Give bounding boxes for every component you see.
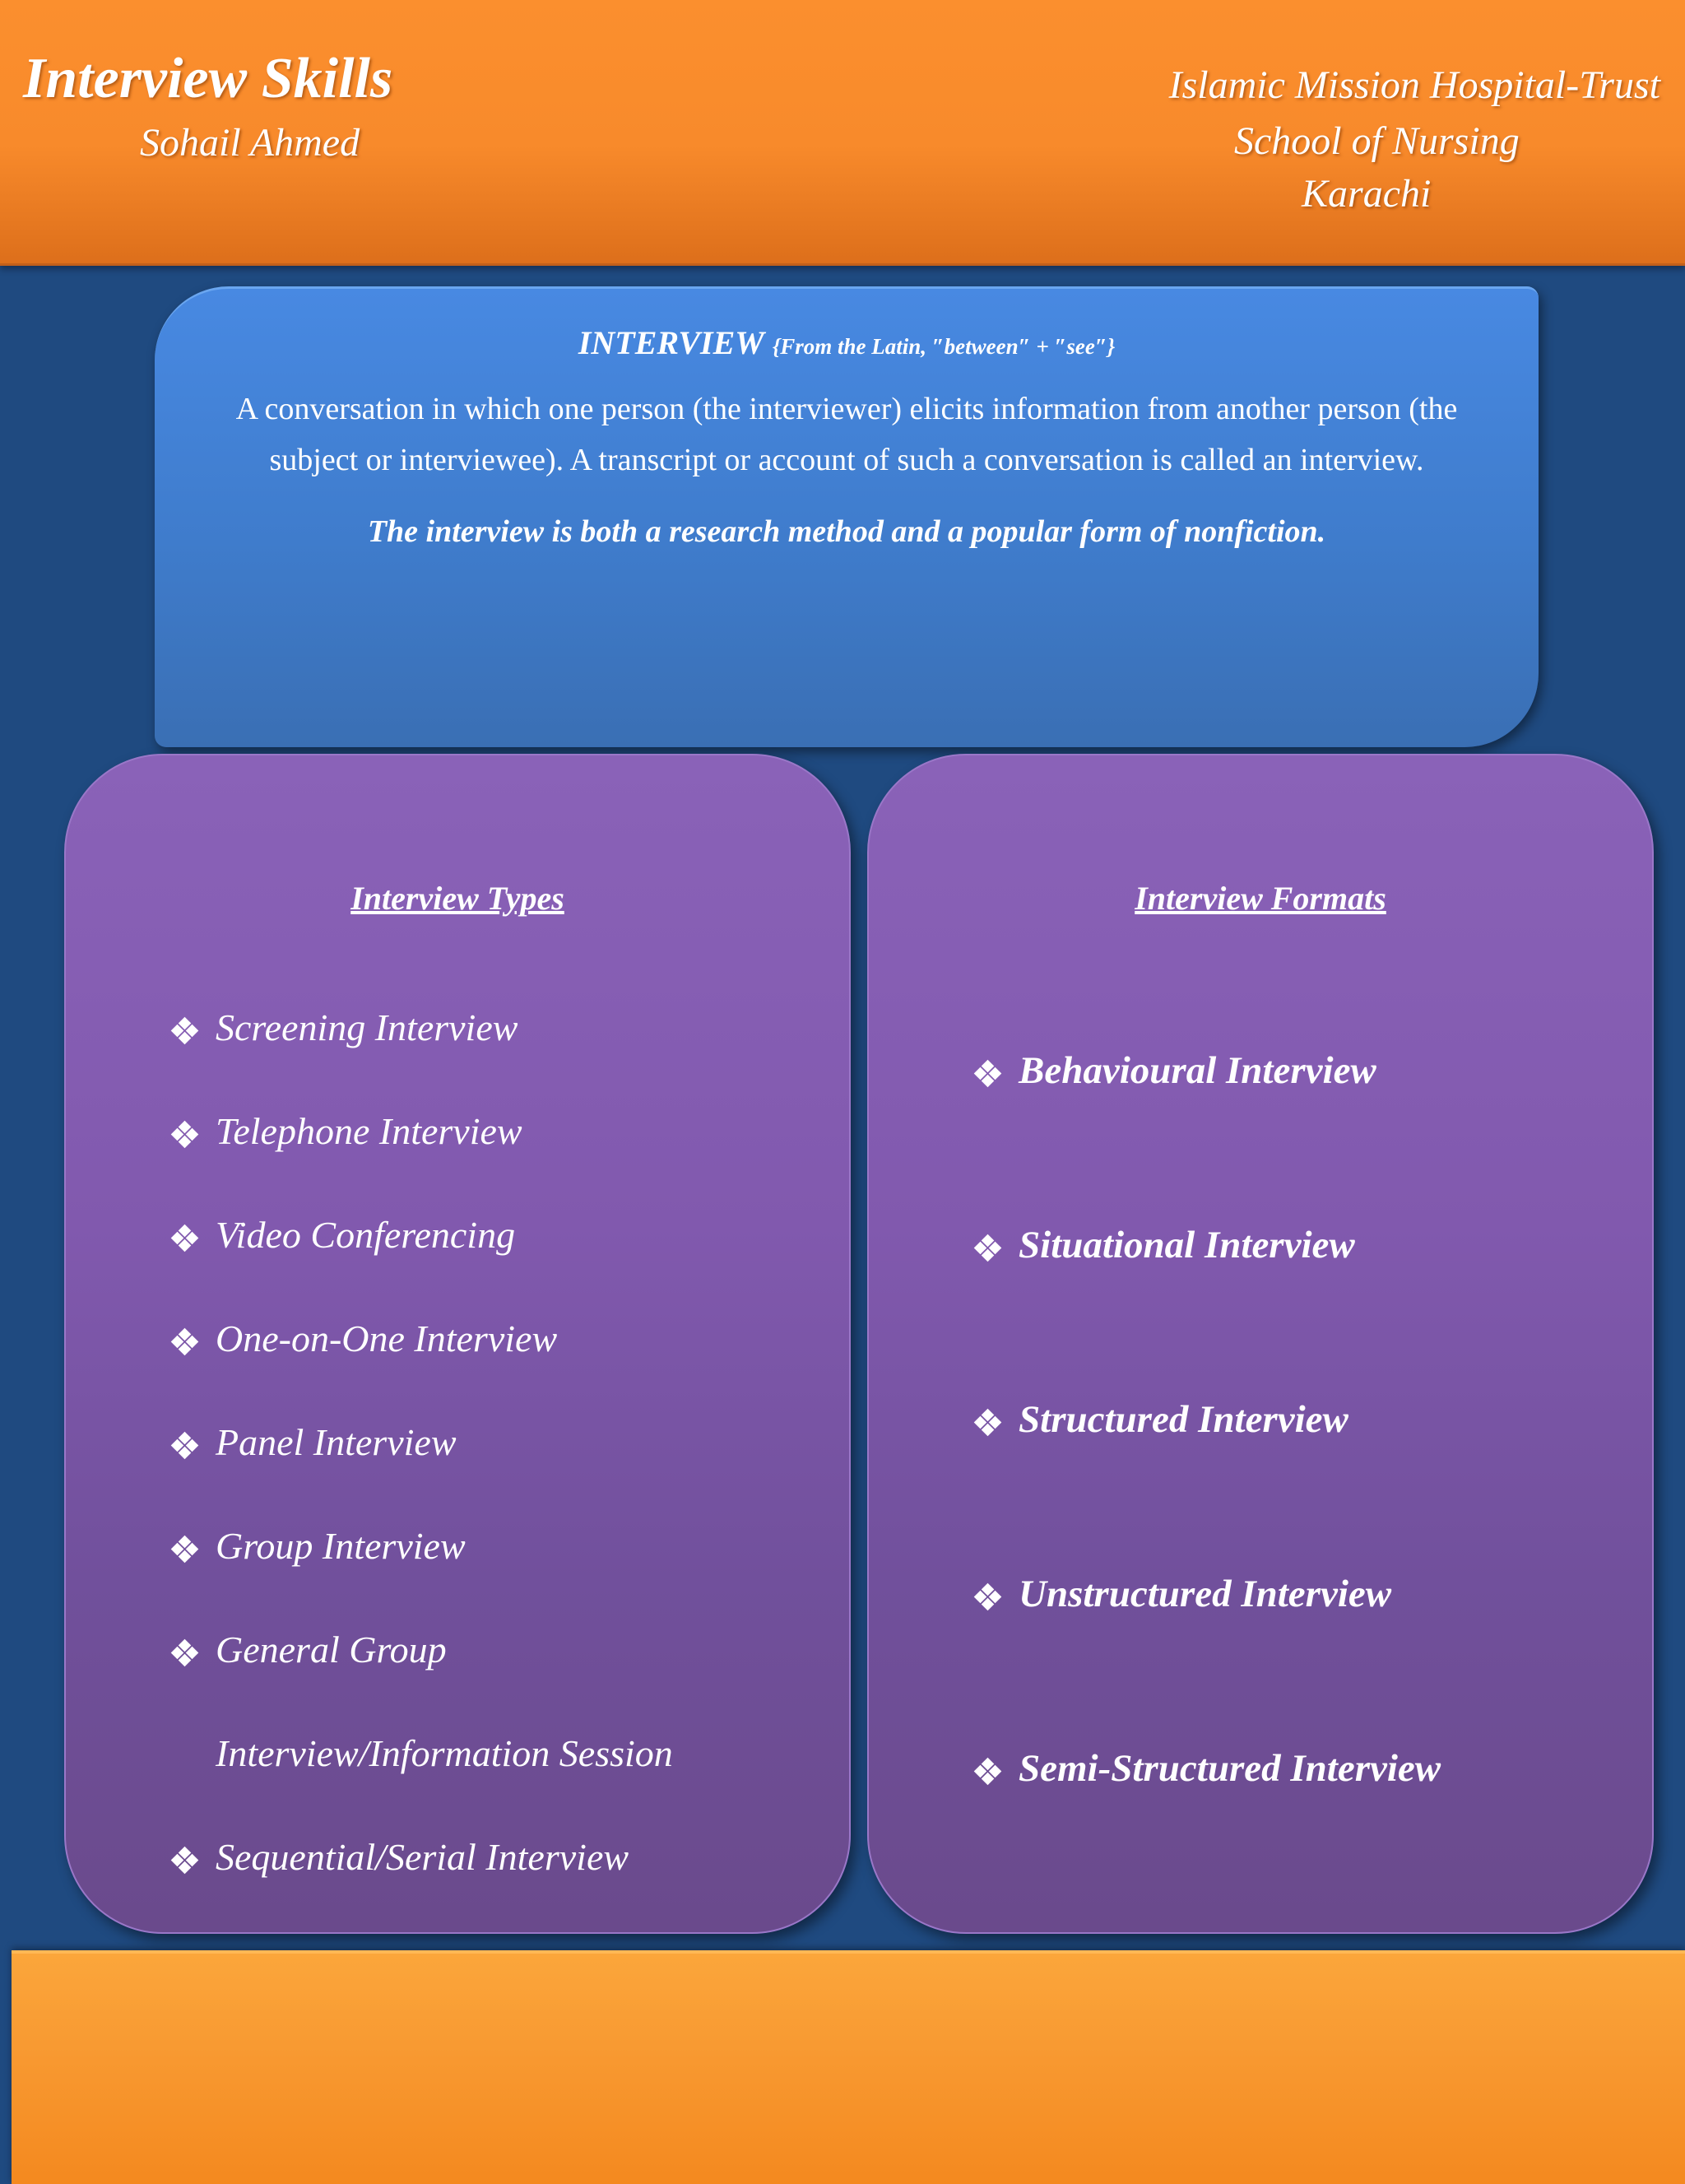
- diamond-bullet-icon: [173, 1122, 197, 1147]
- diamond-bullet-icon: [173, 1537, 197, 1562]
- school-name: School of Nursing: [1234, 119, 1520, 163]
- diamond-bullet-icon: [173, 1848, 197, 1873]
- header-banner: [0, 0, 1685, 266]
- city-name: Karachi: [1302, 172, 1432, 216]
- list-item: [976, 1223, 1355, 1267]
- list-item: [173, 1317, 557, 1360]
- list-item: [976, 1746, 1441, 1791]
- list-item: [976, 1572, 1391, 1616]
- list-item: [173, 1109, 522, 1153]
- diamond-bullet-icon: [976, 1759, 1000, 1784]
- list-item-label: One-on-One Interview: [216, 1317, 558, 1359]
- interview-types-panel: [64, 754, 851, 1934]
- list-item: [976, 1397, 1348, 1442]
- list-item-label: Panel Interview: [216, 1421, 457, 1463]
- definition-note: The interview is both a research method and a popular form of nonfiction.: [367, 514, 1326, 549]
- definition-body: A conversation in which one person (the interviewer) elicits information from another person (the subject or interviewee). A transcript or account of such a conversation is called an interview.: [235, 392, 1458, 477]
- diamond-bullet-icon: [173, 1019, 197, 1043]
- list-item: [173, 1420, 457, 1464]
- list-item-label: Screening Interview: [216, 1006, 518, 1048]
- diamond-bullet-icon: [976, 1236, 1000, 1261]
- list-item-label: Telephone Interview: [216, 1110, 522, 1152]
- list-item: [173, 1006, 518, 1049]
- list-item-label: Interview/Information Session: [216, 1732, 673, 1774]
- diamond-bullet-icon: [173, 1434, 197, 1458]
- diamond-bullet-icon: [976, 1585, 1000, 1610]
- definition-title: [212, 323, 1481, 362]
- diamond-bullet-icon: [173, 1226, 197, 1251]
- definition-etymology: {From the Latin, ″between″ + ″see″}: [772, 334, 1116, 359]
- diamond-bullet-icon: [976, 1410, 1000, 1435]
- list-item-label: Sequential/Serial Interview: [216, 1836, 629, 1878]
- diamond-bullet-icon: [173, 1330, 197, 1355]
- list-item-label: Semi-Structured Interview: [1019, 1747, 1441, 1790]
- list-item: [976, 1048, 1376, 1093]
- list-item-label: Structured Interview: [1019, 1398, 1348, 1441]
- diamond-bullet-icon: [173, 1641, 197, 1666]
- list-item-label: Behavioural Interview: [1019, 1049, 1376, 1092]
- interview-formats-panel: [867, 754, 1654, 1934]
- interview-types-heading: Interview Types: [350, 880, 564, 917]
- organization-name: Islamic Mission Hospital-Trust: [1168, 63, 1660, 107]
- list-item: [173, 1213, 515, 1257]
- list-item: [173, 1524, 466, 1568]
- document-title: Interview Skills: [23, 47, 393, 110]
- diamond-bullet-icon: [976, 1062, 1000, 1086]
- list-item: [173, 1628, 447, 1671]
- list-item-label: Video Conferencing: [216, 1214, 516, 1256]
- list-item: [173, 1835, 629, 1879]
- author-name: Sohail Ahmed: [140, 121, 360, 165]
- list-item-continuation: [173, 1731, 673, 1775]
- list-item-label: Group Interview: [216, 1525, 466, 1567]
- footer-banner: [12, 1950, 1685, 2184]
- definition-box: [155, 286, 1539, 747]
- definition-word: INTERVIEW: [578, 324, 764, 361]
- interview-formats-heading: Interview Formats: [1135, 880, 1386, 917]
- list-item-label: Unstructured Interview: [1019, 1573, 1392, 1615]
- list-item-label: Situational Interview: [1019, 1224, 1355, 1266]
- list-item-label: General Group: [216, 1629, 447, 1671]
